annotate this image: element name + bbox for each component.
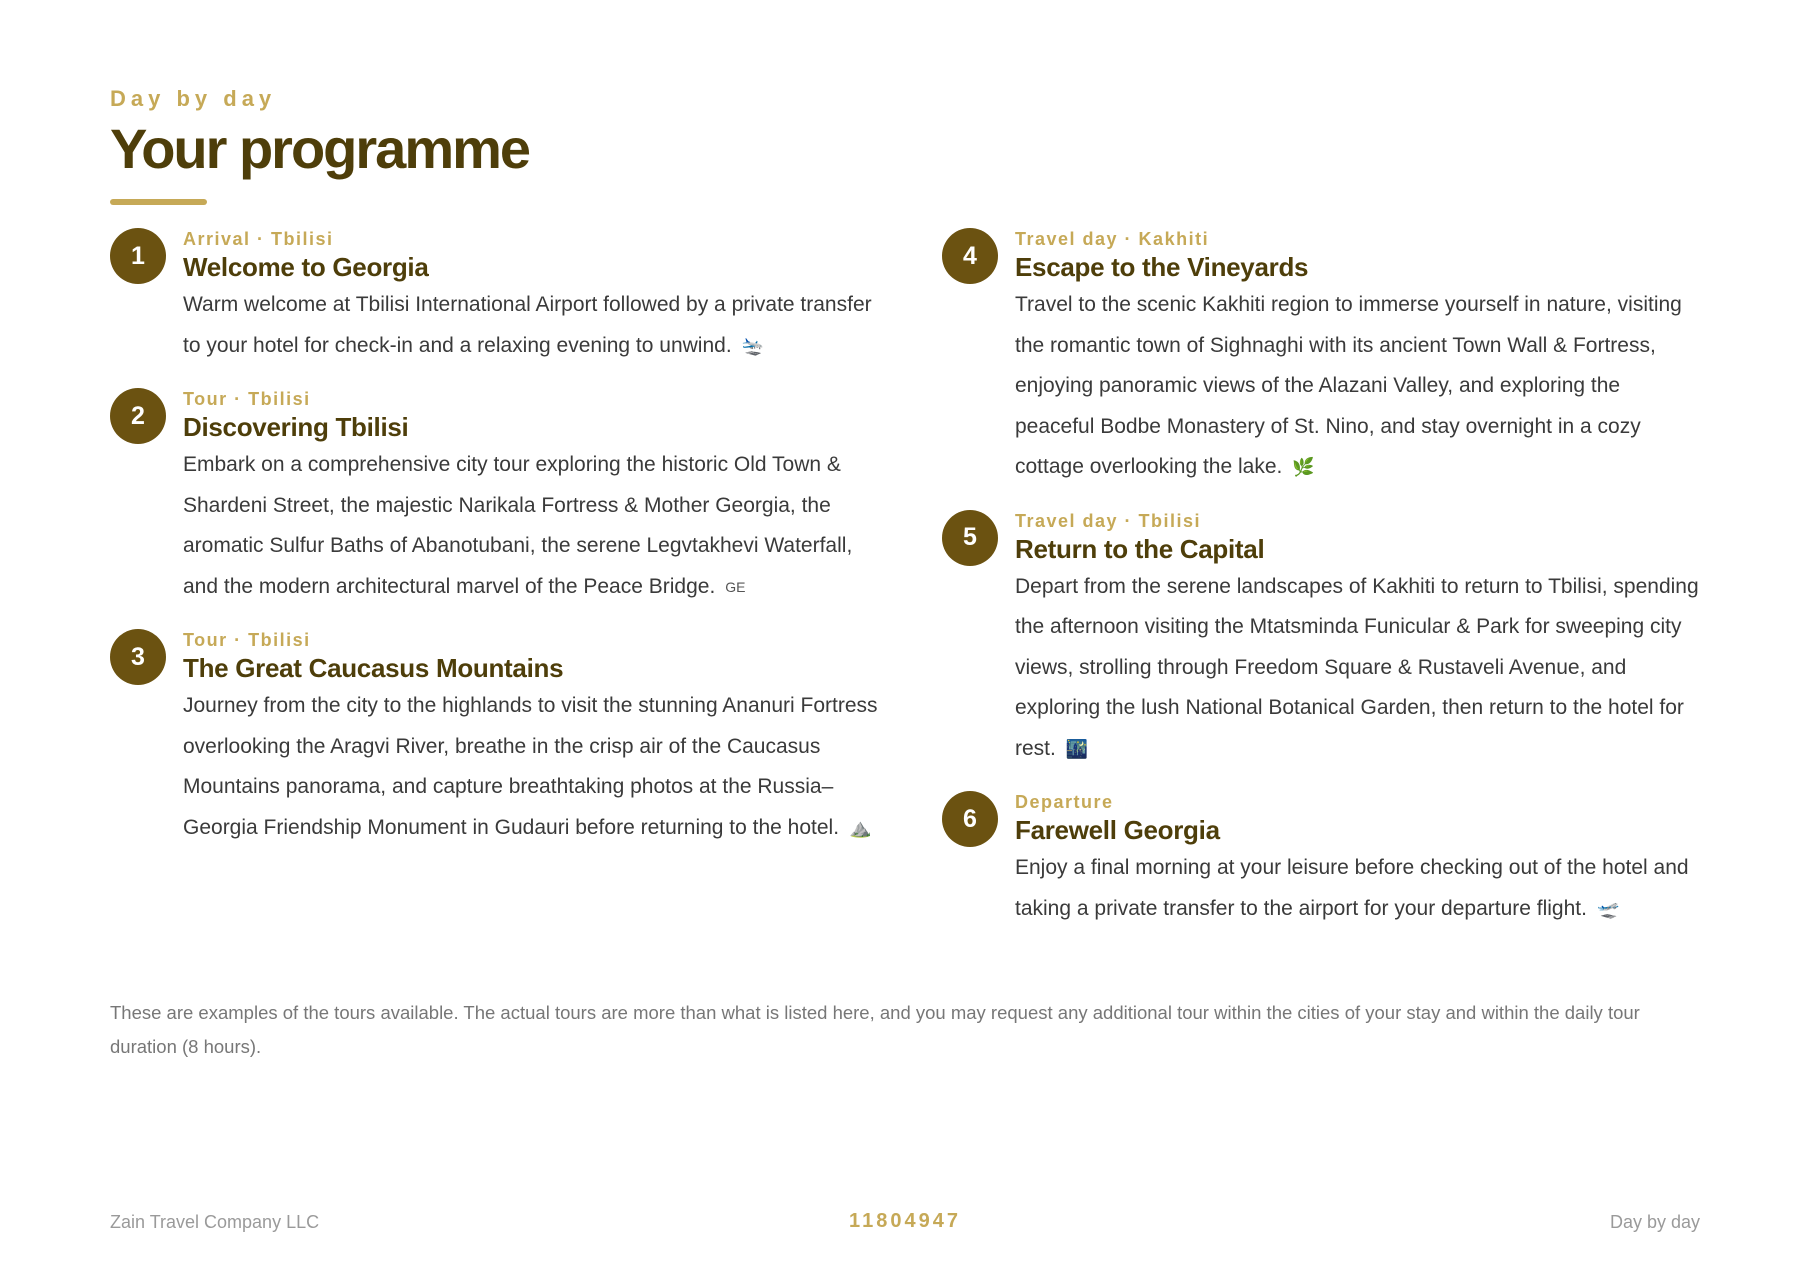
day-number-badge: 6 (942, 791, 998, 847)
day-number-badge: 1 (110, 228, 166, 284)
day-description (183, 445, 880, 607)
footer-section: Day by day (1609, 1212, 1700, 1232)
day-number-badge: 4 (942, 228, 998, 284)
day-description (1015, 567, 1702, 770)
day-description-text: Depart from the serene landscapes of Kakhiti to return to Tbilisi, spending the afternoon visiting the Mtatsminda Funicular & Park for sweeping city views, strolling through Freedom Square & Rustaveli Avenue, and exploring the lush National Botanical Garden, then return to the hotel for rest. (1015, 574, 1699, 760)
airplane-departure-icon: 🛫 (1596, 899, 1620, 920)
georgia-flag-icon: GE (725, 578, 746, 595)
day-title: Discovering Tbilisi (183, 412, 409, 443)
day-item-1 (110, 226, 880, 366)
footer-company: Zain Travel Company LLC (110, 1212, 320, 1232)
programme-page (110, 0, 1700, 1272)
day-number-badge: 2 (110, 388, 166, 444)
day-description (183, 686, 880, 848)
day-title: Welcome to Georgia (183, 252, 429, 282)
page-title: Your programme (110, 117, 530, 180)
day-tag: Departure (1015, 792, 1114, 813)
day-item-5 (942, 508, 1702, 770)
herb-icon: 🌿 (1292, 457, 1315, 478)
day-number-badge: 5 (942, 510, 998, 566)
day-tag: Arrival · Tbilisi (183, 229, 334, 249)
day-description-text: Enjoy a final morning at your leisure before checking out of the hotel and taking a private transfer to the airport for your departure flight. (1015, 856, 1689, 920)
day-description-text: Embark on a comprehensive city tour exploring the historic Old Town & Shardeni Street, the majestic Narikala Fortress & Mother Georgia, the aromatic Sulfur Baths of Abanotubani, the serene Legvtakhevi Waterfall, and the modern architectural marvel of the Peace Bridge. (183, 453, 853, 598)
day-description-text: Travel to the scenic Kakhiti region to immerse yourself in nature, visiting the romantic town of Sighnaghi with its ancient Town Wall & Fortress, enjoying panoramic views of the Alazani Valley, and exploring the peaceful Bodbe Monastery of St. Nino, and stay overnight in a cozy cottage overlooking the lake. (1015, 293, 1682, 478)
day-tag: Travel day · Tbilisi (1015, 510, 1202, 531)
day-title: Return to the Capital (1015, 533, 1265, 564)
day-description (183, 285, 880, 366)
mountain-icon: ⛰️ (849, 818, 872, 839)
section-eyebrow: Day by day (110, 86, 277, 111)
day-tag: Tour · Tbilisi (183, 630, 311, 651)
day-tag: Travel day · Kakhiti (1015, 229, 1210, 249)
day-description-text: Journey from the city to the highlands to visit the stunning Ananuri Fortress overlooking the Aragvi River, breathe in the crisp air of the Caucasus Mountains panorama, and capture breathtaking photos at the Russia–Georgia Friendship Monument in Gudauri before returning to the hotel. (183, 694, 878, 839)
day-tag: Tour · Tbilisi (183, 389, 311, 410)
day-description (1015, 285, 1702, 488)
day-number-badge: 3 (110, 629, 166, 685)
day-title: Farewell Georgia (1015, 815, 1220, 846)
airplane-arrival-icon: 🛬 (741, 335, 765, 356)
day-item-3 (110, 627, 880, 848)
tours-disclaimer-note: These are examples of the tours available. The actual tours are more than what is listed here, and you may request any additional tour within the cities of your stay and within the daily tour duration (8 hours). (110, 1002, 1640, 1057)
day-item-6 (942, 789, 1702, 929)
night-city-icon: 🌃 (1065, 738, 1089, 759)
day-title: The Great Caucasus Mountains (183, 653, 564, 684)
itinerary-column-right (942, 226, 1702, 950)
day-description (1015, 848, 1702, 929)
footer-code: 11804947 (849, 1210, 961, 1232)
day-item-2 (110, 386, 880, 607)
title-underline (110, 199, 207, 205)
day-description-text: Warm welcome at Tbilisi International Airport followed by a private transfer to your hotel for check-in and a relaxing evening to unwind. (183, 293, 872, 357)
itinerary-column-left (110, 226, 880, 869)
day-title: Escape to the Vineyards (1015, 252, 1309, 282)
day-item-4 (942, 226, 1702, 488)
